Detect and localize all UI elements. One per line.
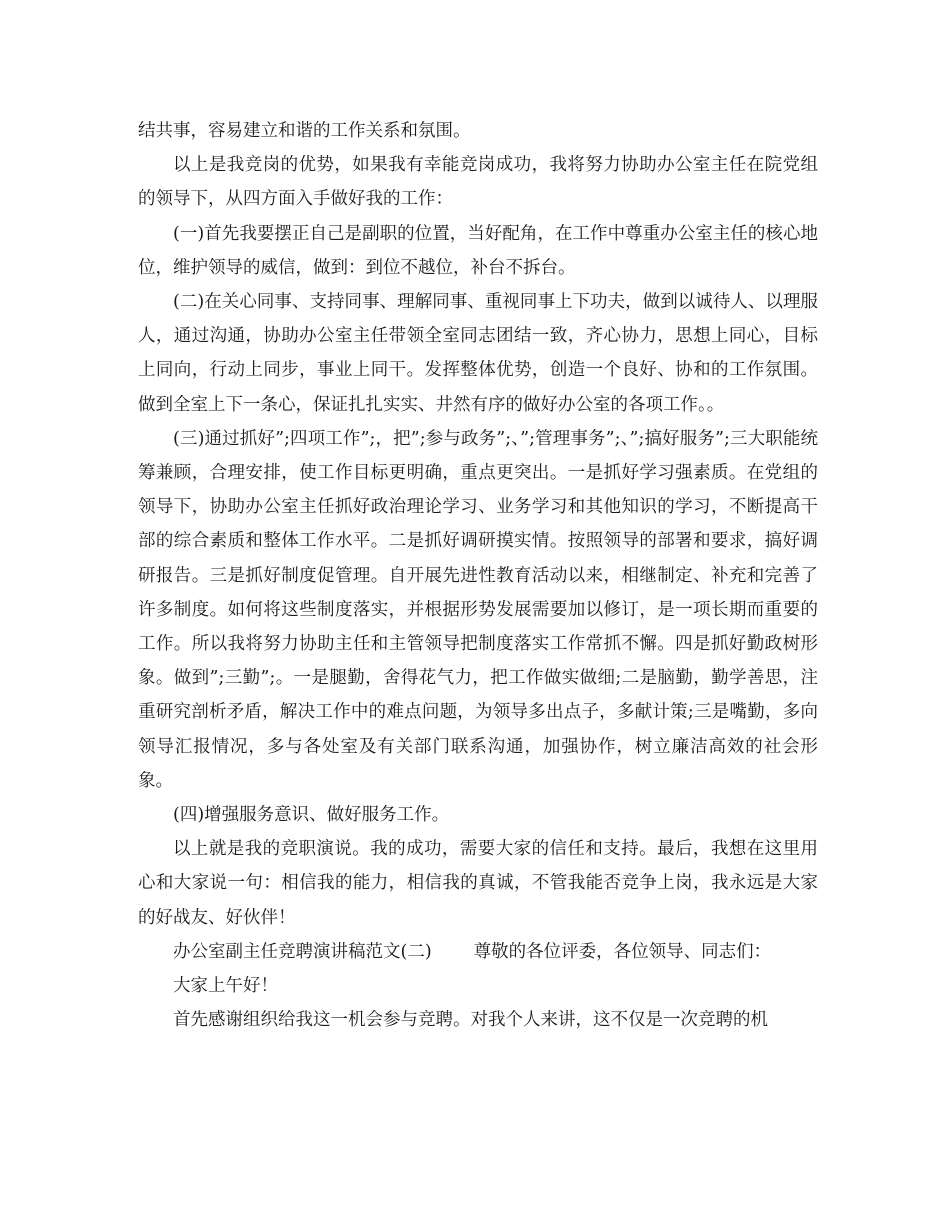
paragraph-opening: 首先感谢组织给我这一机会参与竞聘。对我个人来讲，这不仅是一次竞聘的机 — [173, 1010, 768, 1031]
section-title: 办公室副主任竞聘演讲稿范文(二) — [173, 941, 432, 962]
paragraph-point-three: (三)通过抓好”;四项工作”;，把”;参与政务”;、”;管理事务”;、”;搞好服务”;三大职能统筹兼顾，合理安排，使工作目标更明确，重点更突出。一是抓好学习强素质。在党组的领导下，协助办公室主任抓好政治理论学习、业务学习和其他知识的学习，不断提高干部的综合素质和整体工作水平。二是抓好调研摸实情。按照领导的部署和要求，搞好调研报告。三是抓好制度促管理。自开展先进性教育活动以来，相继制定、补充和完善了许多制度。如何将这些制度落实，并根据形势发展需要加以修订，是一项长期而重要的工作。所以我将努力协助主任和主管领导把制度落实工作常抓不懈。四是抓好勤政树形象。做到”;三勤”;。一是腿勤，舍得花气力，把工作做实做细;二是脑勤，勤学善思，注重研究剖析矛盾，解决工作中的难点问题，为领导多出点子，多献计策;三是嘴勤，多向领导汇报情况，多与各处室及有关部门联系沟通，加强协作，树立廉洁高效的社会形象。 — [138, 428, 818, 791]
paragraph-point-two: (二)在关心同事、支持同事、理解同事、重视同事上下功夫，做到以诚待人、以理服人，通过沟通，协助办公室主任带领全室同志团结一致，齐心协力，思想上同心，目标上同向，行动上同步，事业上同干。发挥整体优势，创造一个良好、协和的工作氛围。做到全室上下一条心，保证扎扎实实、井然有序的做好办公室的各项工作。。 — [138, 292, 818, 415]
paragraph-closing: 以上就是我的竞职演说。我的成功，需要大家的信任和支持。最后，我想在这里用心和大家说一句：相信我的能力，相信我的真诚，不管我能否竞争上岗，我永远是大家的好战友、好伙伴！ — [138, 839, 818, 928]
paragraph-point-one: (一)首先我要摆正自己是副职的位置，当好配角，在工作中尊重办公室主任的核心地位，维护领导的威信，做到：到位不越位，补台不拆台。 — [138, 223, 818, 278]
paragraph-advantages-summary: 以上是我竞岗的优势，如果我有幸能竞岗成功，我将努力协助办公室主任在院党组的领导下，从四方面入手做好我的工作： — [138, 155, 818, 210]
salutation: 尊敬的各位评委，各位领导、同志们： — [473, 941, 772, 962]
paragraph-continuation: 结共事，容易建立和谐的工作关系和氛围。 — [138, 121, 471, 141]
paragraph-point-four: (四)增强服务意识、做好服务工作。 — [173, 805, 450, 826]
document-body — [138, 114, 818, 1037]
section-heading-line — [138, 935, 818, 969]
greeting: 大家上午好！ — [173, 976, 278, 997]
